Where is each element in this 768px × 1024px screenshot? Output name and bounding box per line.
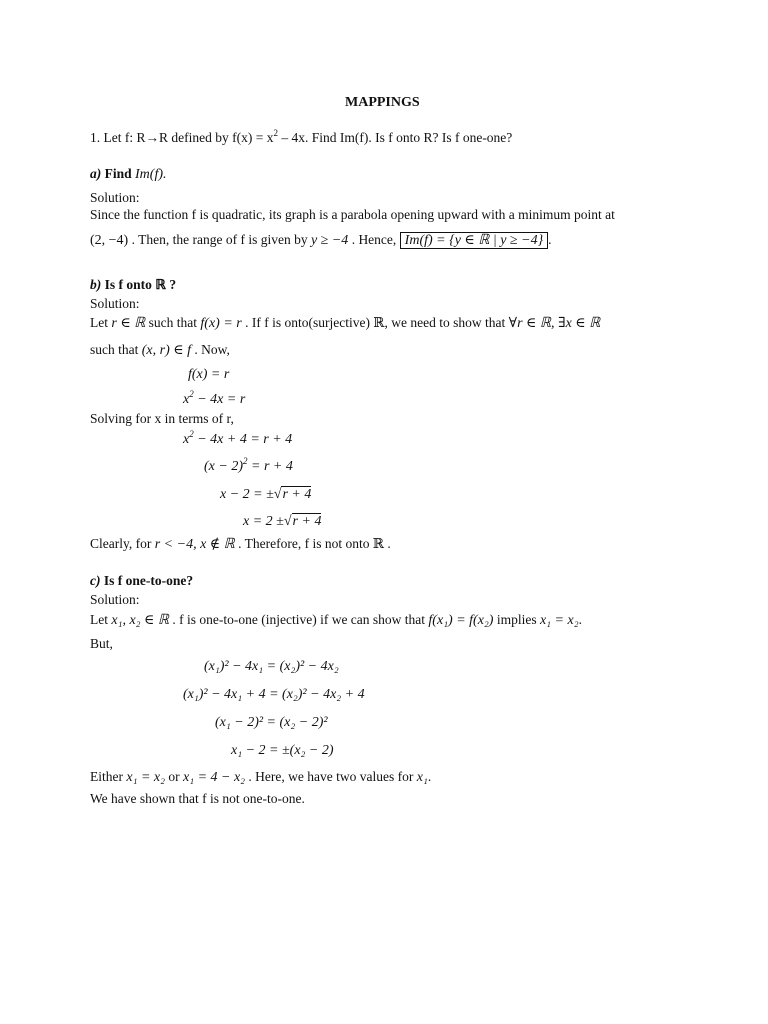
part-b-eq5-root: r + 4 (282, 487, 312, 502)
part-b-eq-2 (183, 391, 245, 409)
part-c-either-a: Either (90, 769, 123, 784)
part-b-heading (90, 276, 176, 294)
part-b-solving-text: Solving for x in terms of r, (90, 411, 234, 426)
part-a-end: . (548, 232, 552, 247)
part-b-label: b) (90, 277, 102, 292)
part-c-heading (90, 572, 193, 590)
part-a-boxed-result: Im(f) = {y ∈ ℝ | y ≥ −4} (400, 232, 549, 249)
part-b-eq4-a: (x − 2) (204, 459, 243, 474)
problem-text-3: – 4x. Find Im(f). Is f onto R? Is f one-one? (277, 130, 513, 145)
part-b-line-2 (90, 341, 230, 360)
part-c-label: c) (90, 573, 101, 588)
part-b-clearly-b: . Therefore, f is not onto ℝ . (238, 536, 391, 551)
part-a-range: y ≥ −4 (310, 233, 349, 248)
part-a-heading (90, 165, 167, 184)
part-b-head: Is f onto ℝ ? (104, 277, 177, 292)
part-b-l2b: . Now, (194, 342, 230, 357)
part-b-l1m3: ∀r ∈ ℝ, ∃x ∈ ℝ (508, 316, 601, 331)
part-c-conclusion: We have shown that f is not one-to-one. (90, 791, 305, 806)
part-b-l2m: (x, r) ∈ f (141, 343, 191, 358)
part-c-either-m3: x₁ (416, 770, 428, 785)
part-b-eq6-a: x = 2 ± (243, 514, 284, 529)
part-c-either-m2: x₁ = 4 − x₂ (182, 770, 246, 785)
part-c-either-line (90, 768, 431, 787)
part-c-eq-1: (x₁)² − 4x₁ = (x₂)² − 4x₂ (204, 659, 339, 674)
part-c-l1d: . (578, 612, 582, 627)
part-b-eq6-root: r + 4 (292, 514, 322, 529)
part-b-l2a: such that (90, 342, 139, 357)
part-b-clearly-m: r < −4, x ∉ ℝ (154, 537, 235, 552)
part-b-l1m1: r ∈ ℝ (111, 316, 146, 331)
problem-statement (90, 129, 512, 147)
part-a-line-2 (90, 231, 552, 250)
part-b-eq3-exp: 2 (189, 429, 194, 439)
part-b-l1a: Let (90, 315, 108, 330)
problem-exponent: 2 (273, 128, 278, 138)
part-c-either-b: or (168, 769, 180, 784)
part-a-math: Im(f). (135, 167, 167, 182)
part-c-head: Is f one-to-one? (103, 573, 194, 588)
part-b-eq2-exp: 2 (189, 389, 194, 399)
part-a-head: Find (104, 166, 132, 181)
part-c-but: But, (90, 636, 113, 651)
part-c-either-m1: x₁ = x₂ (126, 770, 165, 785)
part-c-l1m: x₁, x₂ ∈ ℝ (111, 613, 169, 628)
part-b-l1m2: f(x) = r (200, 316, 242, 331)
part-b-line-1 (90, 314, 600, 333)
part-b-eq4-exp: 2 (243, 456, 248, 466)
part-c-either-d: . (427, 769, 432, 784)
part-b-eq-3 (183, 431, 292, 449)
part-c-eq-2: (x₁)² − 4x₁ + 4 = (x₂)² − 4x₂ + 4 (183, 687, 365, 702)
part-c-either-c: . Here, we have two values for (248, 769, 414, 784)
part-b-eq-6: x = 2 ±√r + 4 (243, 514, 322, 529)
part-b-eq2-b: − 4x = r (193, 392, 246, 407)
part-b-clearly-a: Clearly, for (90, 536, 152, 551)
part-a-text-3: . Hence, (351, 232, 397, 247)
mapping-arrow: → (145, 130, 159, 145)
part-c-eq-3: (x₁ − 2)² = (x₂ − 2)² (215, 715, 328, 730)
part-a-text-2: . Then, the range of f is given by (131, 232, 308, 247)
part-a-line-1: Since the function f is quadratic, its graph is a parabola opening upward with a minimum point at (90, 207, 615, 222)
part-b-eq3-b: − 4x + 4 = r + 4 (193, 432, 293, 447)
part-c-l1b: . f is one-to-one (injective) if we can show that (172, 612, 426, 627)
part-b-eq2-a: x (183, 392, 190, 407)
problem-text-2: R defined by f(x) = x (159, 130, 274, 145)
part-b-l1b: such that (148, 315, 198, 330)
part-b-l1c: . If f is onto(surjective) ℝ, we need to show that (245, 315, 506, 330)
part-b-solution-label: Solution: (90, 296, 140, 311)
part-b-eq-1: f(x) = r (188, 367, 230, 382)
part-b-eq-5: x − 2 = ±√r + 4 (220, 487, 312, 502)
part-b-eq4-b: = r + 4 (247, 459, 293, 474)
part-c-l1m3: x₁ = x₂ (539, 613, 579, 628)
part-a-point: (2, −4) (90, 233, 129, 248)
part-c-l1m2: f(x₁) = f(x₂) (428, 613, 494, 628)
problem-text-1: Let f: R (103, 130, 146, 145)
part-c-l1a: Let (90, 612, 108, 627)
part-c-l1c: implies (496, 612, 537, 627)
part-b-eq5-a: x − 2 = ± (220, 487, 274, 502)
part-a-solution-label: Solution: (90, 190, 140, 205)
part-c-eq-4: x₁ − 2 = ±(x₂ − 2) (231, 743, 334, 758)
problem-number: 1. (90, 130, 101, 145)
part-b-eq-4 (204, 458, 293, 476)
part-a-label: a) (90, 166, 102, 181)
page-title: MAPPINGS (345, 95, 420, 110)
part-b-eq3-a: x (183, 432, 190, 447)
part-c-solution-label: Solution: (90, 592, 140, 607)
part-c-line-1 (90, 611, 582, 630)
part-b-conclusion (90, 535, 391, 554)
